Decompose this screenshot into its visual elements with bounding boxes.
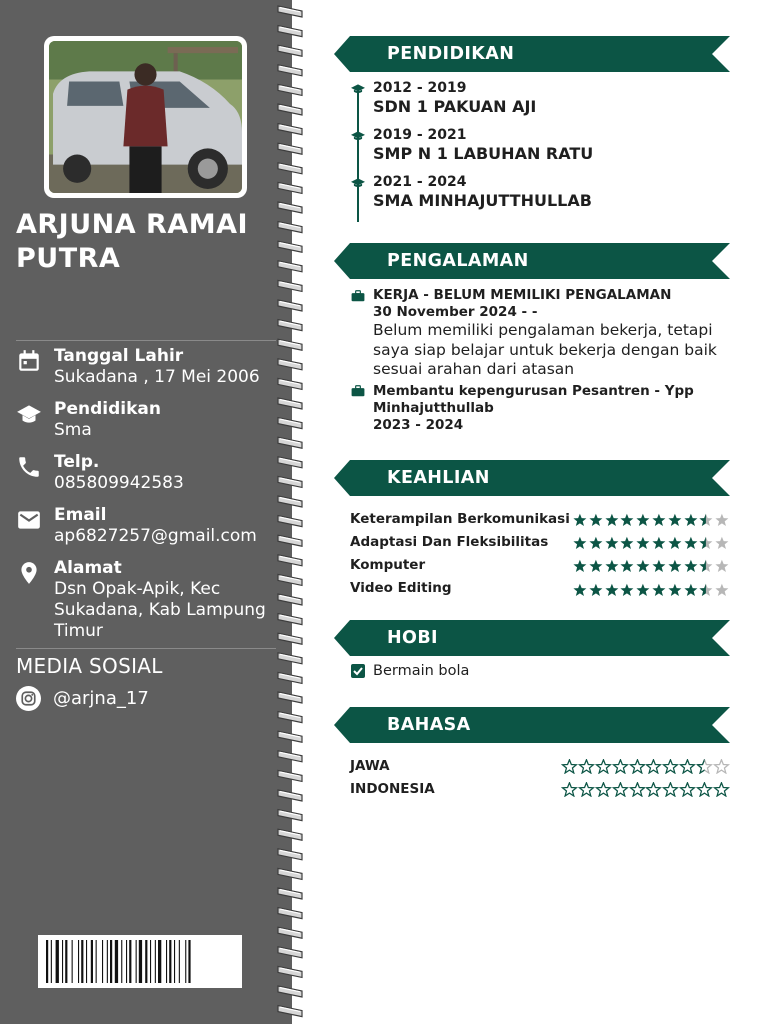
graduation-cap-icon xyxy=(351,130,365,142)
star-icon xyxy=(679,759,696,774)
star-icon xyxy=(698,536,714,550)
star-icon xyxy=(683,559,699,573)
star-icon xyxy=(619,513,635,527)
star-icon xyxy=(604,583,620,597)
barcode-bar xyxy=(96,940,97,983)
section-title-experience: PENGALAMAN xyxy=(387,251,529,271)
education-value: Sma xyxy=(54,420,92,440)
address-label: Alamat xyxy=(54,558,122,578)
barcode-bar xyxy=(150,940,151,983)
barcode-bar xyxy=(155,940,156,983)
graduation-cap-icon xyxy=(16,401,42,427)
info-education xyxy=(16,398,278,441)
barcode-bar xyxy=(188,940,190,983)
star-icon xyxy=(572,536,588,550)
education-years: 2012 - 2019 xyxy=(373,80,467,96)
barcode-bar xyxy=(86,940,87,983)
graduation-cap-icon xyxy=(351,83,365,95)
barcode-bar xyxy=(179,940,180,983)
star-icon xyxy=(595,759,612,774)
section-title-skills: KEAHLIAN xyxy=(387,468,490,488)
star-icon xyxy=(629,759,646,774)
skill-name: Komputer xyxy=(350,557,426,573)
star-icon xyxy=(578,782,595,797)
barcode-bar xyxy=(46,940,48,983)
star-icon xyxy=(714,583,730,597)
info-email xyxy=(16,504,278,547)
location-pin-icon xyxy=(16,560,42,586)
star-icon xyxy=(696,782,713,797)
star-icon xyxy=(713,759,730,774)
skill-rating xyxy=(572,559,730,573)
barcode-bar xyxy=(185,940,186,983)
sidebar-divider xyxy=(16,340,276,341)
phone-value: 085809942583 xyxy=(54,473,184,493)
star-icon xyxy=(619,583,635,597)
education-school: SDN 1 PAKUAN AJI xyxy=(373,97,537,116)
star-icon xyxy=(612,782,629,797)
profile-photo-frame xyxy=(44,36,247,198)
star-icon xyxy=(714,536,730,550)
star-icon xyxy=(667,559,683,573)
star-icon xyxy=(651,513,667,527)
barcode-bar xyxy=(139,940,142,983)
section-banner-skills xyxy=(334,460,730,496)
section-title-languages: BAHASA xyxy=(387,715,471,735)
instagram-link[interactable] xyxy=(16,686,149,711)
star-icon xyxy=(662,782,679,797)
skill-rating xyxy=(572,513,730,527)
star-icon xyxy=(629,782,646,797)
star-icon xyxy=(572,513,588,527)
experience-date: 30 November 2024 - - xyxy=(373,304,538,320)
info-birthdate xyxy=(16,345,278,388)
hobby-name: Bermain bola xyxy=(373,663,470,679)
star-icon xyxy=(595,782,612,797)
star-icon xyxy=(683,583,699,597)
barcode-bar xyxy=(174,940,175,983)
email-icon xyxy=(16,507,42,533)
barcode-bar xyxy=(65,940,67,983)
barcode-bar xyxy=(110,940,112,983)
star-icon xyxy=(612,759,629,774)
star-icon xyxy=(698,513,714,527)
star-icon xyxy=(588,583,604,597)
address-value: Dsn Opak-Apik, Kec Sukadana, Kab Lampung Timur xyxy=(54,579,266,641)
birthdate-label: Tanggal Lahir xyxy=(54,346,184,366)
barcode-bar xyxy=(81,940,83,983)
barcode-bar xyxy=(102,940,103,983)
star-icon xyxy=(651,583,667,597)
star-icon xyxy=(604,559,620,573)
birthdate-value: Sukadana , 17 Mei 2006 xyxy=(54,367,260,387)
star-icon xyxy=(561,782,578,797)
star-icon xyxy=(635,559,651,573)
barcode-bar xyxy=(107,940,108,983)
barcode-bar xyxy=(129,940,131,983)
star-icon xyxy=(604,536,620,550)
barcode-bar xyxy=(56,940,59,983)
language-name: JAWA xyxy=(350,758,390,774)
profile-photo xyxy=(49,41,242,193)
candidate-name: ARJUNA RAMAI PUTRA xyxy=(16,209,249,274)
skill-rating xyxy=(572,583,730,597)
education-years: 2021 - 2024 xyxy=(373,174,467,190)
barcode-bar xyxy=(72,940,73,983)
skill-rating xyxy=(572,536,730,550)
star-icon xyxy=(561,759,578,774)
briefcase-icon xyxy=(351,290,365,302)
education-school: SMA MINHAJUTTHULLAB xyxy=(373,191,592,210)
star-icon xyxy=(645,759,662,774)
star-icon xyxy=(651,559,667,573)
star-icon xyxy=(572,559,588,573)
star-icon xyxy=(683,513,699,527)
barcode-bar xyxy=(121,940,122,983)
star-icon xyxy=(683,536,699,550)
briefcase-icon xyxy=(351,385,365,397)
language-rating xyxy=(561,782,730,797)
section-banner-hobbies xyxy=(334,620,730,656)
barcode-bar xyxy=(169,940,171,983)
checkbox-icon xyxy=(351,664,365,678)
spiral-binding xyxy=(276,0,310,1024)
instagram-icon xyxy=(16,686,41,711)
barcode-bar xyxy=(51,940,52,983)
section-banner-education xyxy=(334,36,730,72)
barcode-bar xyxy=(126,940,127,983)
language-name: INDONESIA xyxy=(350,781,435,797)
star-icon xyxy=(667,583,683,597)
section-banner-languages xyxy=(334,707,730,743)
star-icon xyxy=(662,759,679,774)
barcode-bar xyxy=(136,940,137,983)
star-icon xyxy=(679,782,696,797)
star-icon xyxy=(645,782,662,797)
star-icon xyxy=(714,559,730,573)
star-icon xyxy=(667,513,683,527)
graduation-cap-icon xyxy=(351,177,365,189)
barcode-bar xyxy=(158,940,161,983)
calendar-icon xyxy=(16,348,42,374)
experience-date: 2023 - 2024 xyxy=(373,417,464,433)
star-icon xyxy=(588,513,604,527)
star-icon xyxy=(696,759,713,774)
skill-name: Adaptasi Dan Fleksibilitas xyxy=(350,534,549,550)
education-school: SMP N 1 LABUHAN RATU xyxy=(373,144,594,163)
star-icon xyxy=(651,536,667,550)
instagram-handle: @arjna_17 xyxy=(53,688,149,709)
info-address xyxy=(16,557,278,642)
email-label: Email xyxy=(54,505,107,525)
section-title-education: PENDIDIKAN xyxy=(387,44,515,64)
experience-title: Membantu kepengurusan Pesantren - Ypp xyxy=(373,383,694,399)
media-social-title: MEDIA SOSIAL xyxy=(16,654,163,678)
language-rating xyxy=(561,759,730,774)
email-value: ap6827257@gmail.com xyxy=(54,526,257,546)
education-years: 2019 - 2021 xyxy=(373,127,467,143)
experience-description: Belum memiliki pengalaman bekerja, tetapi saya siap belajar untuk bekerja dengan baik sesuai arahan dari atasan xyxy=(373,321,717,378)
section-banner-experience xyxy=(334,243,730,279)
education-timeline xyxy=(357,90,359,222)
sidebar-divider xyxy=(16,648,276,649)
star-icon xyxy=(635,583,651,597)
phone-icon xyxy=(16,454,42,480)
info-phone xyxy=(16,451,278,494)
barcode-bar xyxy=(91,940,93,983)
star-icon xyxy=(619,559,635,573)
hobby-item xyxy=(351,663,469,679)
star-icon xyxy=(588,559,604,573)
experience-title: KERJA - BELUM MEMILIKI PENGALAMAN xyxy=(373,287,672,303)
star-icon xyxy=(698,559,714,573)
education-label: Pendidikan xyxy=(54,399,161,419)
star-icon xyxy=(635,513,651,527)
star-icon xyxy=(578,759,595,774)
barcode-bar xyxy=(145,940,147,983)
barcode-bar xyxy=(115,940,118,983)
star-icon xyxy=(635,536,651,550)
star-icon xyxy=(667,536,683,550)
star-icon xyxy=(698,583,714,597)
skill-name: Video Editing xyxy=(350,580,452,596)
barcode-bar xyxy=(166,940,167,983)
star-icon xyxy=(588,536,604,550)
barcode-bar xyxy=(78,940,79,983)
star-icon xyxy=(572,583,588,597)
section-title-hobbies: HOBI xyxy=(387,628,438,648)
barcode xyxy=(38,935,242,988)
star-icon xyxy=(619,536,635,550)
star-icon xyxy=(604,513,620,527)
experience-title: Minhajutthullab xyxy=(373,400,494,416)
star-icon xyxy=(713,782,730,797)
phone-label: Telp. xyxy=(54,452,100,472)
skill-name: Keterampilan Berkomunikasi xyxy=(350,511,570,527)
star-icon xyxy=(714,513,730,527)
barcode-bar xyxy=(62,940,63,983)
